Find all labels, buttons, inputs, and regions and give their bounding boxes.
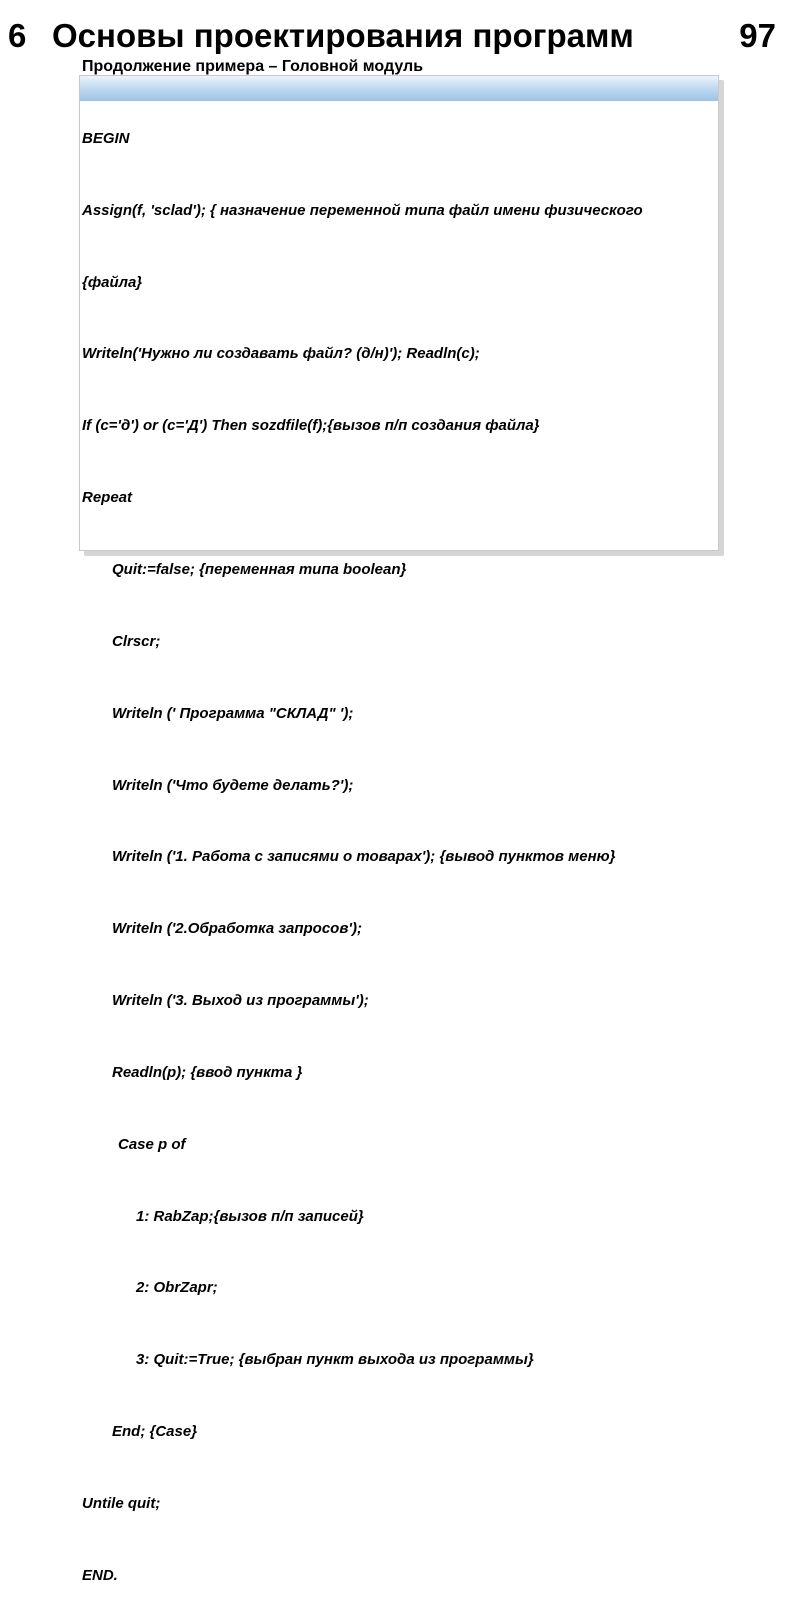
code-line: Clrscr; xyxy=(112,632,161,650)
chapter-title: Основы проектирования программ xyxy=(52,17,634,54)
code-line: {файла} xyxy=(82,273,143,291)
code-line: Writeln ('3. Выход из программы'); xyxy=(112,992,369,1010)
code-line: Writeln (' Программа "СКЛАД" '); xyxy=(112,704,354,722)
code-line: Assign(f, 'sclad'); { назначение переменной типа файл имени физического xyxy=(82,201,643,219)
code-line: END. xyxy=(82,1566,118,1584)
code-listing xyxy=(82,79,712,1612)
code-line: 3: Quit:=True; {выбран пункт выхода из программы} xyxy=(136,1351,534,1369)
code-line: Readln(p); {ввод пункта } xyxy=(112,1063,303,1081)
code-line: Writeln ('Что будете делать?'); xyxy=(112,776,354,794)
code-line: Writeln ('2.Обработка запросов'); xyxy=(112,920,362,938)
code-line: Writeln ('1. Работа с записями о товарах'); {вывод пунктов меню} xyxy=(112,848,616,866)
code-line: Untile quit; xyxy=(82,1494,161,1512)
page-number: 97 xyxy=(739,17,776,54)
slide-subtitle: Продолжение примера – Головной модуль xyxy=(82,58,424,75)
code-line: BEGIN xyxy=(82,129,130,147)
code-line: If (c='д') or (c='Д') Then sozdfile(f);{вызов п/п создания файла} xyxy=(82,417,540,435)
code-line: Repeat xyxy=(82,489,133,507)
code-line: 2: ObrZapr; xyxy=(136,1279,218,1297)
chapter-number: 6 xyxy=(8,17,27,54)
code-line: Quit:=false; {переменная типа boolean} xyxy=(112,560,407,578)
code-line: End; {Case} xyxy=(112,1423,198,1441)
code-line: 1: RabZap;{вызов п/п записей} xyxy=(136,1207,364,1225)
slide-header xyxy=(0,14,800,58)
code-line: Case p of xyxy=(118,1135,186,1153)
code-line: Writeln('Нужно ли создавать файл? (д/н)'); Readln(c); xyxy=(82,345,480,363)
